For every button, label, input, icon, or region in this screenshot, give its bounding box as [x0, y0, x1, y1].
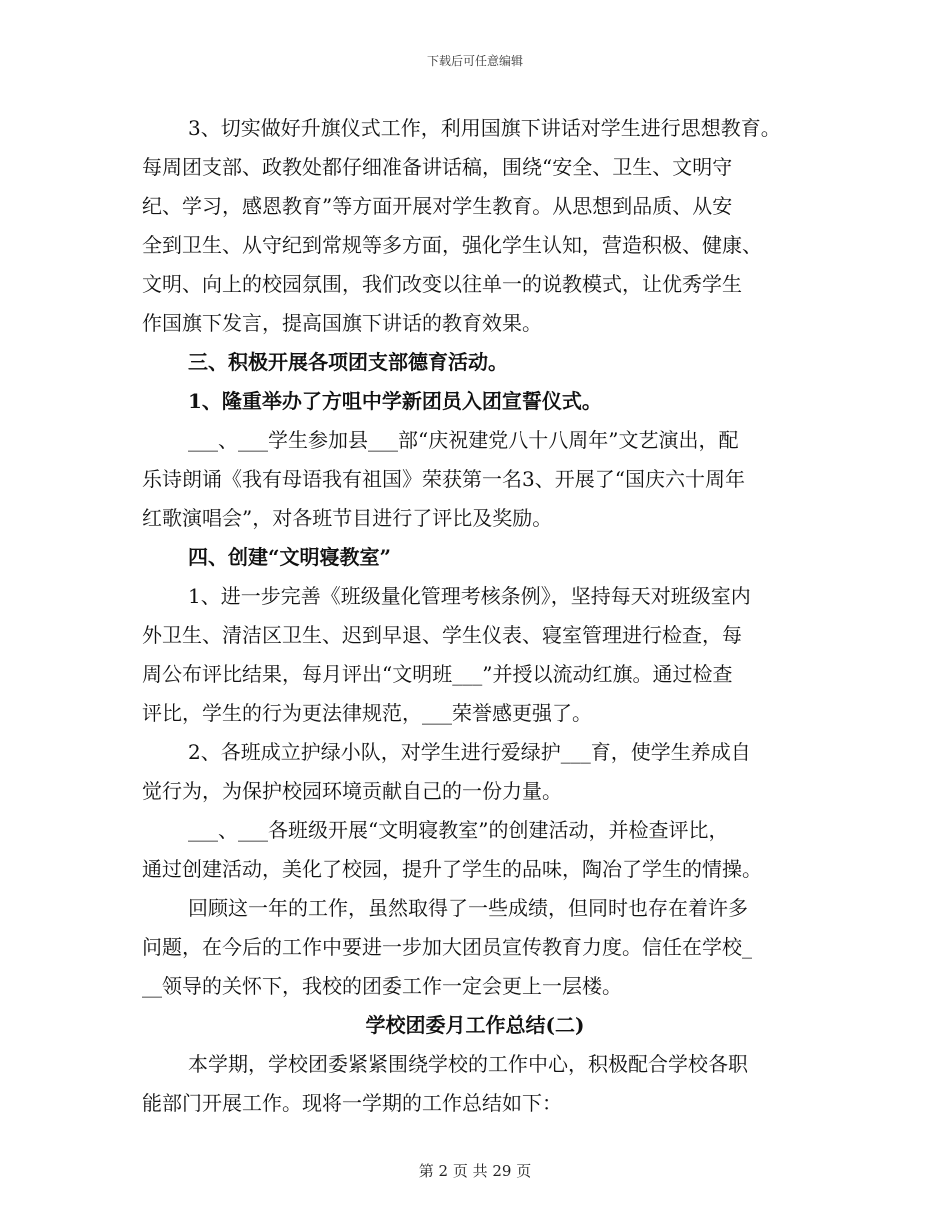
paragraph-line: 周公布评比结果，每月评出“文明班___”并授以流动红旗。通过检查 [142, 662, 733, 686]
paragraph-line: 2、各班成立护绿小队，对学生进行爱绿护___育，使学生养成自 [188, 740, 751, 764]
page-footer: 第 2 页 共 29 页 [418, 1162, 532, 1180]
paragraph-line: 外卫生、清洁区卫生、迟到早退、学生仪表、寝室管理进行检查，每 [142, 623, 742, 647]
paragraph-line: 问题，在今后的工作中要进一步加大团员宣传教育力度。信任在学校_ [142, 935, 752, 959]
paragraph-line: __领导的关怀下，我校的团委工作一定会更上一层楼。 [142, 974, 622, 998]
paragraph-line: 觉行为，为保护校园环境贡献自己的一份力量。 [142, 779, 562, 803]
paragraph-line: 作国旗下发言，提高国旗下讲话的教育效果。 [142, 311, 542, 335]
paragraph-line: 1、进一步完善《班级量化管理考核条例》，坚持每天对班级室内 [188, 584, 751, 608]
paragraph-line: 文明、向上的校园氛围，我们改变以往单一的说教模式，让优秀学生 [142, 272, 742, 296]
paragraph-line: 红歌演唱会”，对各班节目进行了评比及奖励。 [142, 506, 553, 530]
paragraph-line: ___、___学生参加县___部“庆祝建党八十八周年”文艺演出，配 [188, 428, 739, 452]
section-heading: 三、积极开展各项团支部德育活动。 [188, 350, 508, 374]
subsection-heading: 1、隆重举办了方咀中学新团员入团宣誓仪式。 [188, 389, 602, 413]
paragraph-line: 回顾这一年的工作，虽然取得了一些成绩，但同时也存在着许多 [188, 896, 748, 920]
paragraph-line: 乐诗朗诵《我有母语我有祖国》荣获第一名3、开展了“国庆六十周年 [142, 467, 745, 491]
paragraph-line: 能部门开展工作。现将一学期的工作总结如下： [142, 1091, 562, 1115]
paragraph-line: 纪、学习，感恩教育”等方面开展对学生教育。从思想到品质、从安 [142, 194, 733, 218]
paragraph-line: 每周团支部、政教处都仔细准备讲话稿，围绕“安全、卫生、文明守 [142, 155, 733, 179]
document-title: 学校团委月工作总结(二) [365, 1013, 585, 1037]
page-header: 下载后可任意编辑 [426, 54, 523, 68]
section-heading: 四、创建“文明寝教室” [188, 545, 392, 569]
paragraph-line: ___、___各班级开展“文明寝教室”的创建活动，并检查评比， [188, 818, 729, 842]
paragraph-line: 通过创建活动，美化了校园，提升了学生的品味，陶冶了学生的情操。 [142, 857, 762, 881]
paragraph-line: 全到卫生、从守纪到常规等多方面，强化学生认知，营造积极、健康、 [142, 233, 762, 257]
paragraph-line: 本学期，学校团委紧紧围绕学校的工作中心，积极配合学校各职 [188, 1052, 748, 1076]
paragraph-line: 3、切实做好升旗仪式工作，利用国旗下讲话对学生进行思想教育。 [188, 116, 781, 140]
paragraph-line: 评比，学生的行为更法律规范，___荣誉感更强了。 [142, 701, 592, 725]
